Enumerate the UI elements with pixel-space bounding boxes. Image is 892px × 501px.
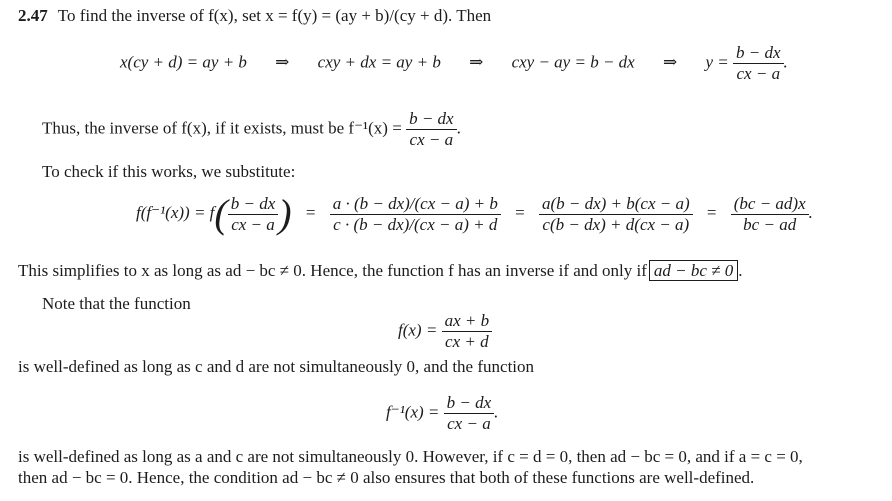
- fraction-numerator: (bc − ad)x: [731, 195, 809, 215]
- derivation-result-lhs: y =: [705, 52, 729, 72]
- equals-sign: =: [706, 202, 717, 222]
- fraction-denominator: c(b − dx) + d(cx − a): [542, 214, 690, 234]
- period: .: [494, 402, 499, 422]
- finv-display: [386, 394, 498, 433]
- boxed-condition: ad − bc ≠ 0: [649, 260, 738, 281]
- welldefined-line-1: is well-defined as long as c and d are not simultaneously 0, and the function: [18, 357, 535, 376]
- problem-number: 2.47: [18, 6, 48, 25]
- inverse-fraction: [406, 110, 457, 149]
- composition-fraction-2: [539, 195, 693, 234]
- derivation-step2: cxy + dx = ay + b: [317, 52, 441, 72]
- fraction-numerator: b − dx: [444, 394, 495, 414]
- simplifies-text: This simplifies to x as long as ad − bc ≠ 0. Hence, the function f has an inverse if and only if: [18, 261, 647, 280]
- equals-sign: =: [305, 202, 316, 222]
- simplifies-line: [18, 261, 743, 281]
- thus-line: [42, 110, 461, 149]
- fraction-denominator: cx − a: [447, 413, 491, 433]
- composition-lhs: f(f⁻¹(x)) = f: [136, 202, 215, 222]
- fraction-numerator: b − dx: [406, 110, 457, 130]
- derivation-step3: cxy − ay = b − dx: [511, 52, 635, 72]
- welldefined-line-2: is well-defined as long as a and c are not simultaneously 0. However, if c = d = 0, then ad − bc = 0, and if a = c = 0,: [18, 447, 803, 466]
- problem-intro-text: To find the inverse of f(x), set x = f(y) = (ay + b)/(cy + d). Then: [57, 6, 492, 25]
- composition-fraction-3: [731, 195, 809, 234]
- implies-arrow: ⇒: [469, 52, 484, 72]
- welldefined-line-3: then ad − bc = 0. Hence, the condition ad − bc ≠ 0 also ensures that both of these functions are well-defined.: [18, 468, 755, 487]
- fraction-numerator: b − dx: [228, 195, 279, 215]
- derivation-line: [120, 44, 788, 83]
- fx-display: [398, 312, 492, 351]
- fx-lhs: f(x) =: [398, 320, 438, 340]
- problem-intro: [18, 6, 491, 26]
- derivation-step1: x(cy + d) = ay + b: [120, 52, 247, 72]
- implies-arrow: ⇒: [275, 52, 290, 72]
- right-paren: ): [278, 191, 292, 236]
- thus-text: Thus, the inverse of f(x), if it exists, must be f⁻¹(x) =: [42, 118, 402, 138]
- fraction-denominator: bc − ad: [743, 214, 797, 234]
- inner-fraction: [228, 195, 279, 234]
- period: .: [738, 261, 743, 280]
- fraction-denominator: cx + d: [445, 331, 489, 351]
- fraction-denominator: c · (b − dx)/(cx − a) + d: [333, 214, 498, 234]
- fraction-numerator: a · (b − dx)/(cx − a) + b: [330, 195, 501, 215]
- fraction-denominator: cx − a: [736, 63, 781, 83]
- finv-lhs: f⁻¹(x) =: [386, 402, 440, 422]
- composition-equation: [136, 191, 813, 236]
- check-line: To check if this works, we substitute:: [42, 162, 296, 181]
- fraction-numerator: b − dx: [733, 44, 784, 64]
- period: .: [808, 202, 813, 222]
- fx-fraction: [442, 312, 493, 351]
- equals-sign: =: [515, 202, 525, 222]
- implies-arrow: ⇒: [662, 52, 678, 72]
- note-line: Note that the function: [42, 294, 191, 313]
- fraction-denominator: cx − a: [409, 129, 454, 149]
- finv-fraction: [444, 394, 495, 433]
- fraction-numerator: a(b − dx) + b(cx − a): [539, 195, 693, 215]
- period: .: [783, 52, 788, 72]
- composition-fraction-1: [330, 195, 501, 234]
- fraction-denominator: cx − a: [231, 214, 275, 234]
- period: .: [456, 118, 461, 138]
- fraction-numerator: ax + b: [442, 312, 493, 332]
- derivation-result-fraction: [733, 44, 784, 83]
- left-paren: (: [214, 191, 228, 236]
